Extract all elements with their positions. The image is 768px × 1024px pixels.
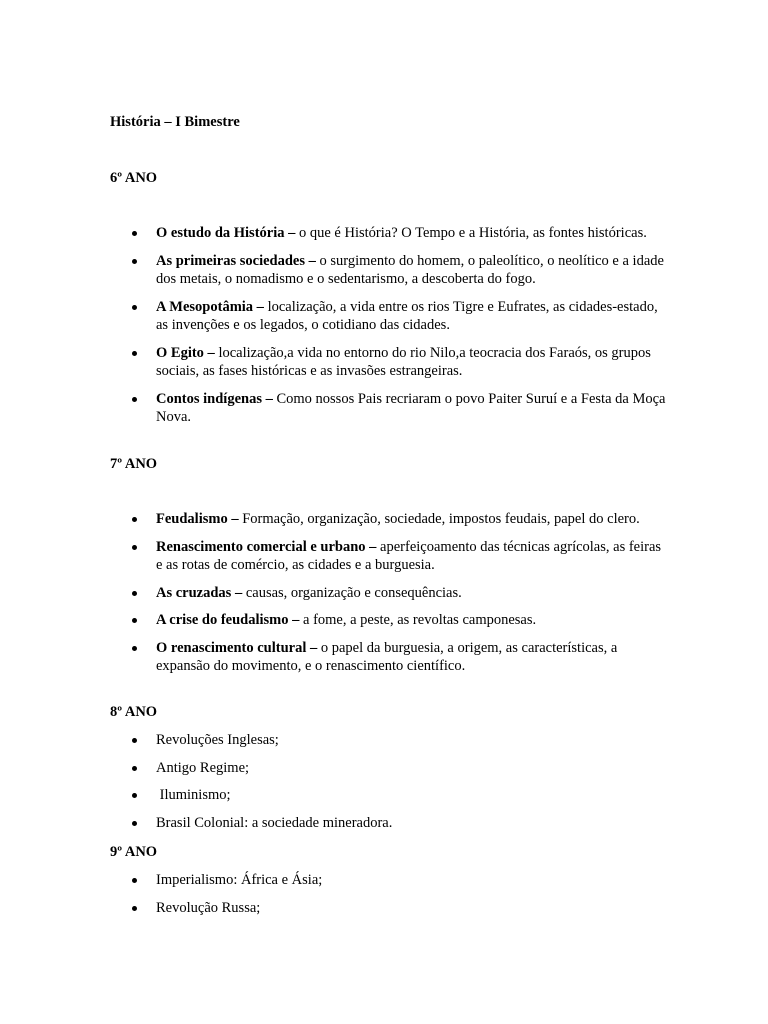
list-item <box>110 639 670 676</box>
topic-title: Renascimento comercial e urbano – <box>156 538 377 555</box>
topic-text: causas, organização e consequências. <box>242 584 462 601</box>
topic-title: O estudo da História – <box>156 225 296 241</box>
list-item <box>110 786 670 805</box>
bullet-icon <box>132 545 137 550</box>
document-title: História – I Bimestre <box>110 114 240 130</box>
topic-title: As cruzadas – <box>156 584 243 601</box>
grade-heading-7: 7º ANO <box>110 456 158 472</box>
list-item <box>110 252 670 289</box>
topic-title: Feudalismo – <box>156 511 239 527</box>
topic-title: O renascimento cultural – <box>156 639 318 656</box>
topic-text: Formação, organização, sociedade, impostos feudais, papel do clero. <box>238 511 640 527</box>
bullet-icon <box>132 618 137 623</box>
topic-text: localização, a vida entre os rios Tigre e Eufrates, as cidades-estado, as invenções e os legados, o cotidiano das cidades. <box>156 298 658 333</box>
list-item <box>110 584 670 603</box>
grade-heading-9: 9º ANO <box>110 844 158 860</box>
bullet-icon <box>132 231 137 236</box>
bullet-icon <box>132 517 137 522</box>
bullet-icon <box>132 766 137 771</box>
bullet-icon <box>132 591 137 596</box>
list-item <box>110 899 670 918</box>
topic-list-9 <box>110 871 670 926</box>
bullet-icon <box>132 397 137 402</box>
bullet-icon <box>132 906 137 911</box>
topic-text: Revolução Russa; <box>156 899 261 916</box>
bullet-icon <box>132 793 137 798</box>
topic-text: Revoluções Inglesas; <box>156 732 279 748</box>
bullet-icon <box>132 878 137 883</box>
list-item <box>110 814 670 833</box>
list-item <box>110 224 670 243</box>
bullet-icon <box>132 351 137 356</box>
list-item <box>110 871 670 890</box>
list-item <box>110 510 670 529</box>
list-item <box>110 611 670 630</box>
grade-heading-8: 8º ANO <box>110 704 158 720</box>
topic-text: o que é História? O Tempo e a História, as fontes históricas. <box>295 225 647 241</box>
topic-text: Antigo Regime; <box>156 759 250 776</box>
topic-text: Imperialismo: África e Ásia; <box>156 872 323 888</box>
topic-title: Contos indígenas – <box>156 390 273 407</box>
bullet-icon <box>132 305 137 310</box>
topic-title: O Egito – <box>156 344 215 361</box>
list-item <box>110 298 670 335</box>
topic-title: A crise do feudalismo – <box>156 612 300 628</box>
grade-heading-6: 6º ANO <box>110 170 158 186</box>
topic-text: a fome, a peste, as revoltas camponesas. <box>299 612 537 628</box>
bullet-icon <box>132 646 137 651</box>
list-item <box>110 344 670 381</box>
bullet-icon <box>132 821 137 826</box>
topic-title: As primeiras sociedades – <box>156 252 316 269</box>
topic-text: o surgimento do homem, o paleolítico, o neolítico e a idade dos metais, o nomadismo e o sedentarismo, a descoberta do fogo. <box>156 252 664 287</box>
list-item <box>110 759 670 778</box>
topic-list-6 <box>110 224 670 436</box>
list-item <box>110 731 670 750</box>
topic-list-8 <box>110 731 670 841</box>
bullet-icon <box>132 738 137 743</box>
topic-text: aperfeiçoamento das técnicas agrícolas, as feiras e as rotas de comércio, as cidades e a burguesia. <box>156 538 662 573</box>
bullet-icon <box>132 259 137 264</box>
list-item <box>110 538 670 575</box>
topic-list-7 <box>110 510 670 685</box>
topic-text: Brasil Colonial: a sociedade mineradora. <box>156 814 393 831</box>
list-item <box>110 390 670 427</box>
topic-text: Como nossos Pais recriaram o povo Paiter Suruí e a Festa da Moça Nova. <box>156 390 666 425</box>
topic-text: o papel da burguesia, a origem, as características, a expansão do movimento, e o renascimento científico. <box>156 639 618 674</box>
topic-title: A Mesopotâmia – <box>156 298 264 315</box>
topic-text: Iluminismo; <box>156 787 231 803</box>
topic-text: localização,a vida no entorno do rio Nilo,a teocracia dos Faraós, os grupos sociais, as fases históricas e as invasões estrangeiras. <box>156 344 651 379</box>
